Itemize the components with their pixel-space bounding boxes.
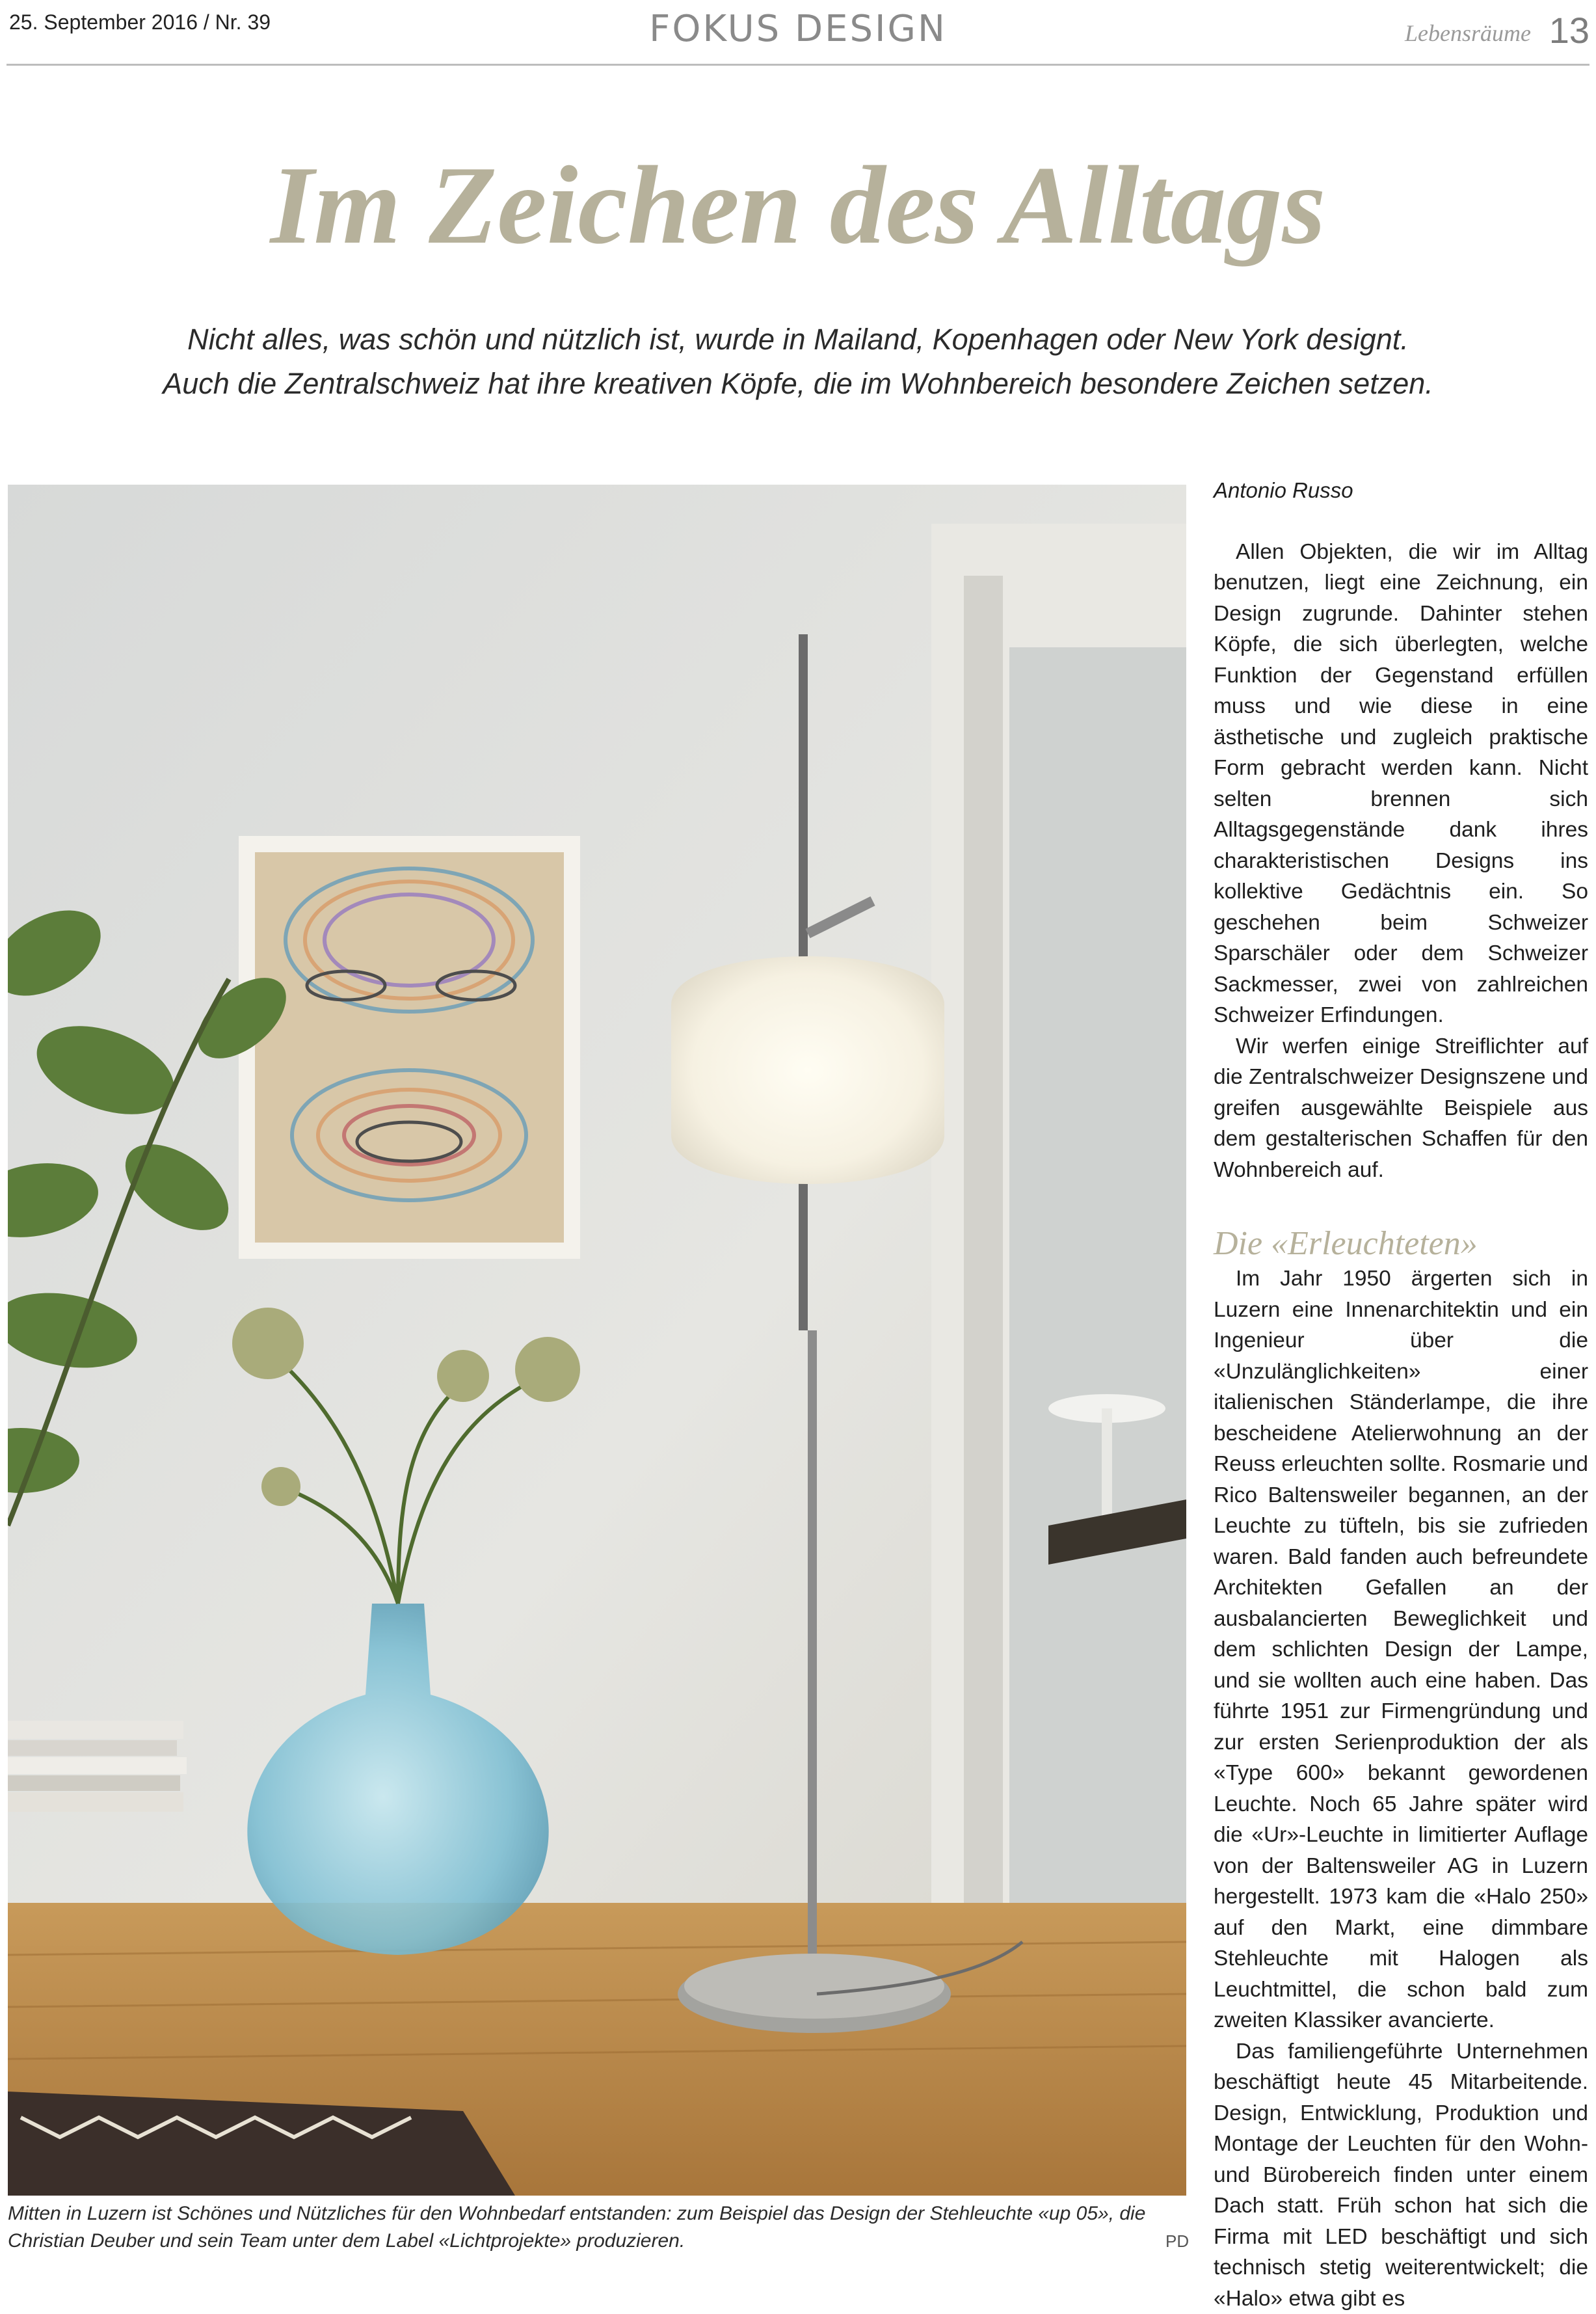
lead-line-2: Auch die Zentralschweiz hat ihre kreativen Köpfe, die im Wohnbereich besondere Zeichen setzen. bbox=[0, 362, 1596, 406]
magazine-stack bbox=[8, 1721, 187, 1812]
article-lead bbox=[0, 317, 1596, 406]
article-photo bbox=[8, 485, 1186, 2196]
paragraph-intro: Allen Objekten, die wir im Alltag benutzen, liegt eine Zeichnung, ein Design zugrunde. Dahinter stehen Köpfe, die sich überlegten, welche Funktion der Gegenstand erfüllen muss und wie diese in eine ästhetische und zugleich praktische Form gebracht werden kann. Nicht selten brennen sich Alltagsgegenstände dank ihres charakteristischen Designs ins kollektive Gedächtnis ein. So geschehen beim Schweizer Sparschäler oder dem Schweizer Sackmesser, zwei von zahlreichen Schweizer Erfindungen. bbox=[1214, 537, 1588, 1031]
photo-credit: PD bbox=[1165, 2231, 1189, 2252]
article-title: Im Zeichen des Alltags bbox=[0, 150, 1596, 262]
author-byline: Antonio Russo bbox=[1214, 475, 1588, 506]
paragraph-company: Das familiengeführte Unternehmen beschäftigt heute 45 Mitarbeitende. Design, Entwicklung, Produktion und Montage der Leuchten für den Wohn- und Bürobereich finden unter einem Dach statt. Früh schon hat sich die Firma mit LED beschäftigt und sich technisch stetig weiterentwickelt; die «Halo» etwa gibt es bbox=[1214, 2036, 1588, 2314]
lamp-shade bbox=[671, 956, 944, 1184]
paragraph-intro-2: Wir werfen einige Streiflichter auf die Zentralschweizer Designszene und greifen ausgewählte Beispiele aus dem gestalterischen Schaffen für den Wohnbereich auf. bbox=[1214, 1031, 1588, 1186]
rubric-label: Lebensräume bbox=[1405, 20, 1531, 47]
page-header bbox=[0, 0, 1596, 68]
text-column bbox=[1214, 475, 1588, 2314]
paragraph-history: Im Jahr 1950 ärgerten sich in Luzern eine Innenarchitektin und ein Ingenieur über die «Unzulänglichkeiten» einer italienischen Ständerlampe, die ihre bescheidene Atelierwohnung an der Reuss erleuchten sollte. Rosmarie und Rico Baltensweiler begannen, an der Leuchte zu tüfteln, bis sie zufrieden waren. Bald fanden auch befreundete Architekten Gefallen an der ausbalancierten Beweglichkeit und dem schlichten Design der Lampe, und sie wollten auch eine haben. Das führte 1951 zur Firmengründung und zur ersten Serienproduktion der als «Type 600» bekannt gewordenen Leuchte. Noch 65 Jahre später wird die «Ur»-Leuchte in limitierter Auflage von der Baltensweiler AG in Luzern hergestellt. 1973 kam die «Halo 250» auf den Markt, eine dimmbare Stehleuchte mit Halogen als Leuchtmittel, die schon bald zum zweiten Klassiker avancierte. bbox=[1214, 1263, 1588, 2036]
side-table-stem bbox=[1102, 1408, 1112, 1526]
subheading: Die «Erleuchteten» bbox=[1214, 1224, 1588, 1263]
lamp-base-top bbox=[684, 1954, 944, 2019]
lamp-pole-lower bbox=[808, 1330, 817, 1981]
issue-date: 25. September 2016 / Nr. 39 bbox=[9, 10, 271, 34]
doorway-opening bbox=[1009, 647, 1186, 1903]
page-number: 13 bbox=[1549, 9, 1589, 51]
header-rule bbox=[7, 64, 1589, 66]
photo-caption: Mitten in Luzern ist Schönes und Nützliches für den Wohnbedarf entstanden: zum Beispiel das Design der Stehleuchte «up 05», die Christian Deuber und sein Team unter dem Label «Lichtprojekte» produzieren. bbox=[8, 2200, 1186, 2255]
doorframe-shadow bbox=[964, 576, 1003, 1903]
lead-line-1: Nicht alles, was schön und nützlich ist, wurde in Mailand, Kopenhagen oder New York designt. bbox=[0, 317, 1596, 362]
section-title: FOKUS DESIGN bbox=[0, 8, 1596, 50]
photo-illustration bbox=[8, 485, 1186, 2196]
artwork bbox=[255, 852, 564, 1243]
